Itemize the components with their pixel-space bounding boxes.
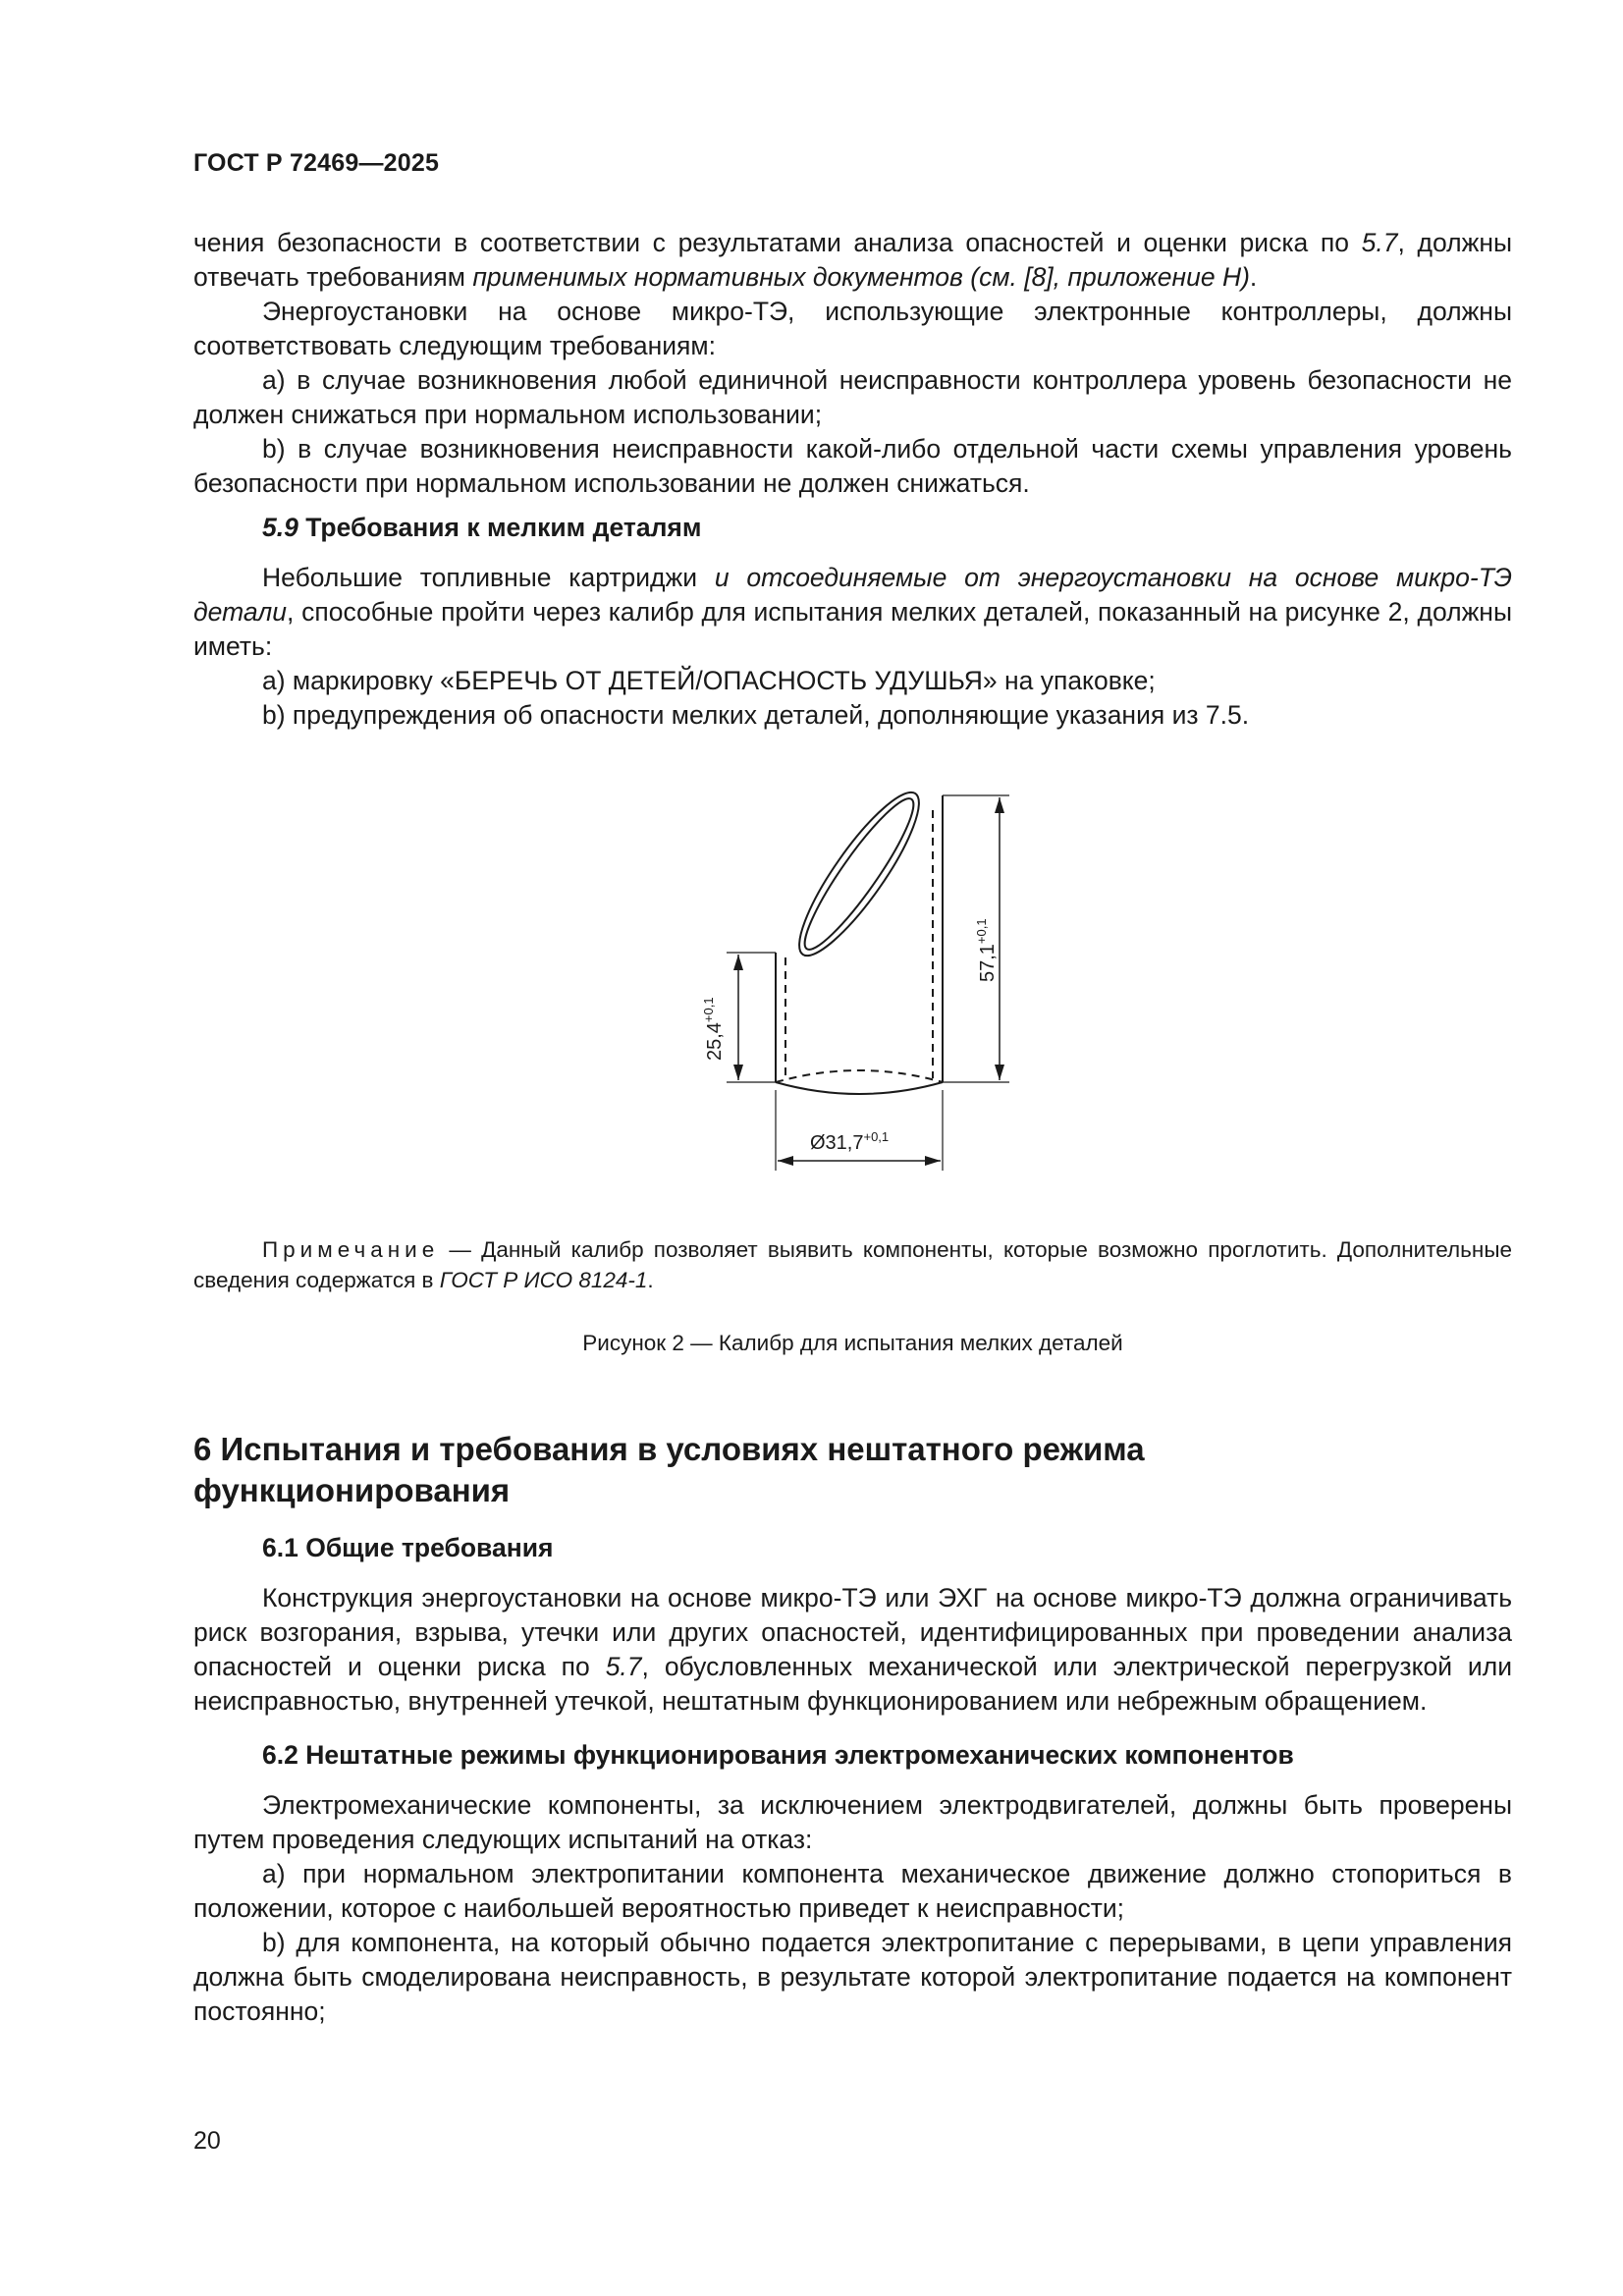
list-item: а) при нормальном электропитании компонента механическое движение должно стопориться в положении, которое с наибольшей вероятностью приведет к неисправности; [193, 1859, 1512, 1923]
figure-caption: Рисунок 2 — Калибр для испытания мелких деталей [582, 1331, 1123, 1355]
list-item: а) в случае возникновения любой единичной неисправности контроллера уровень безопасности не должен снижаться при нормальном использовании; [193, 365, 1512, 429]
small-parts-gauge-figure [648, 766, 1041, 1188]
note-label: Примечание [262, 1237, 440, 1262]
intro-block [193, 226, 1512, 501]
bottom-ellipse-front [776, 1082, 943, 1094]
top-ellipse-inner [792, 789, 926, 958]
section-6 [193, 1429, 1512, 2029]
dim-label-diameter: $Ø31,7^{+0,1}$ [810, 1129, 890, 1154]
paragraph: Небольшие топливные картриджи и отсоединяемые от энергоустановки на основе микро-ТЭ детали, способные пройти через калибр для испытания мелких деталей, показанный на рисунке 2, должны иметь: [193, 563, 1513, 661]
dim-label-long: $57,1^{+0,1}$ [974, 918, 999, 982]
gauge-drawing [648, 766, 1041, 1188]
paragraph: Конструкция энергоустановки на основе микро-ТЭ или ЭХГ на основе микро-ТЭ должна ограничивать риск возгорания, взрыва, утечки или других опасностей, идентифицированных при проведении анализа опасностей и оценки риска по 5.7, обусловленных механической или электрической перегрузкой или неисправностью, внутренней утечкой, нештатным функционированием или небрежным обращением. [193, 1583, 1513, 1716]
paragraph: Энергоустановки на основе микро-ТЭ, использующие электронные контроллеры, должны соответствовать следующим требованиям: [193, 297, 1512, 360]
section-title: 6 Испытания и требования в условиях нештатного режима функционирования [193, 1431, 1145, 1508]
dim-label-short: $25,4^{+0,1}$ [701, 997, 726, 1061]
document-header: ГОСТ Р 72469—2025 [193, 149, 440, 177]
section-5-9 [193, 511, 1512, 733]
list-item: b) в случае возникновения неисправности какой-либо отдельной части схемы управления уровень безопасности при нормальном использовании не должен снижаться. [193, 434, 1512, 498]
list-item: а) маркировку «БЕРЕЧЬ ОТ ДЕТЕЙ/ОПАСНОСТЬ УДУШЬЯ» на упаковке; [262, 666, 1156, 695]
page-number: 20 [193, 2127, 221, 2155]
figure-note: Примечание — Данный калибр позволяет выявить компоненты, которые возможно проглотить. Дополнительные сведения содержатся в ГОСТ Р ИСО 8124-1. [193, 1237, 1512, 1292]
paragraph: чения безопасности в соответствии с результатами анализа опасностей и оценки риска по 5.7, должны отвечать требованиям применимых нормативных документов (см. [8], приложение Н). [193, 228, 1513, 292]
section-heading: 5.9 Требования к мелким деталям [262, 513, 702, 542]
list-item: b) для компонента, на который обычно подается электропитание с перерывами, в цепи управления должна быть смоделирована неисправность, в результате которой электропитание подается на компонент постоянно; [193, 1928, 1512, 2026]
list-item: b) предупреждения об опасности мелких деталей, дополняющие указания из 7.5. [262, 700, 1250, 730]
paragraph: Электромеханические компоненты, за исключением электродвигателей, должны быть проверены путем проведения следующих испытаний на отказ: [193, 1790, 1512, 1854]
subsection-heading-6-1: 6.1 Общие требования [262, 1533, 554, 1562]
subsection-heading-6-2: 6.2 Нештатные режимы функционирования электромеханических компонентов [262, 1740, 1294, 1770]
bottom-ellipse-back [776, 1070, 943, 1082]
